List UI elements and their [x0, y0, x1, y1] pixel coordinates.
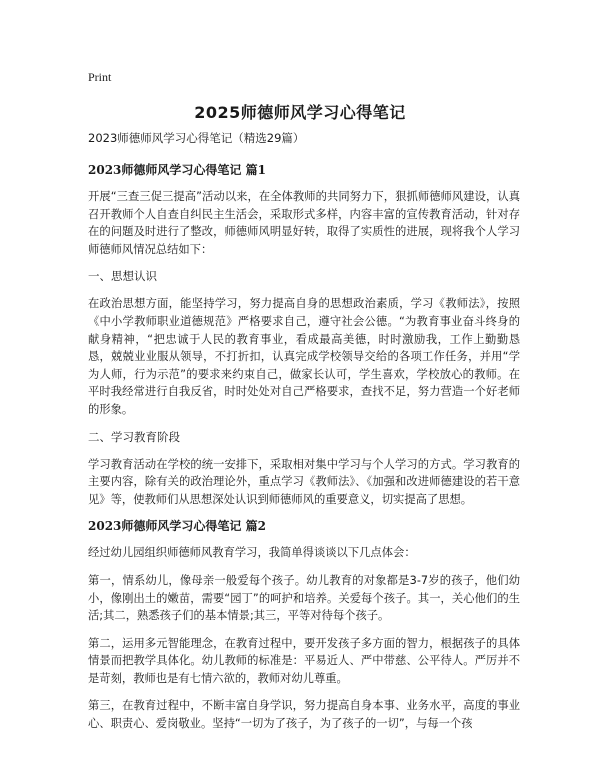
section-1-heading: 2023师德师风学习心得笔记 篇1: [88, 163, 266, 177]
paragraph-study: 学习教育活动在学校的统一安排下，采取相对集中学习与个人学习的方式。学习教育的主要内容，除有关的政治理论外，重点学习《教师法》、《加强和改进师德建设的若干意见》等，使教师们从思想深处认识到师德师风的重要意义，切实提高了思想。: [88, 457, 520, 506]
section-2-intro: 经过幼儿园组织师德师风教育学习，我简单得谈谈以下几点体会：: [88, 546, 416, 560]
subheading-thought: 一、思想认识: [88, 269, 157, 284]
print-link[interactable]: Print: [88, 70, 112, 84]
article-body: [88, 130, 520, 743]
paragraph-second: 第二，运用多元智能理念，在教育过程中，要开发孩子多方面的智力，根据孩子的具体情景而把教学具体化。幼儿教师的标准是：平易近人、严中带慈、公平待人。严厉并不是苛刻，教师也是有七情六欲的，教师对幼儿尊重。: [88, 636, 520, 685]
paragraph-first: 第一，情系幼儿，像母亲一般爱每个孩子。幼儿教育的对象都是3-7岁的孩子，他们幼小，像刚出土的嫩苗，需要“园丁”的呵护和培养。关爱每个孩子。其一，关心他们的生活;其二，熟悉孩子们的基本情景;其三，平等对待每个孩子。: [88, 573, 520, 623]
section-2-heading: 2023师德师风学习心得笔记 篇2: [88, 519, 266, 534]
subheading-study: 二、学习教育阶段: [88, 429, 180, 444]
article-subtitle: 2023师德师风学习心得笔记（精选29篇）: [88, 131, 305, 145]
paragraph-third: 第三，在教育过程中，不断丰富自身学识，努力提高自身本事、业务水平，高度的事业心、职责心、爱岗敬业。坚持“一切为了孩子，为了孩子的一切”，与每一个孩: [88, 699, 520, 731]
page-title: 2025师德师风学习心得笔记: [194, 103, 406, 122]
paragraph-thought: 在政治思想方面，能坚持学习，努力提高自身的思想政治素质，学习《教师法》，按照《中小学教师职业道德规范》严格要求自己，遵守社会公德。“为教育事业奋斗终身的献身精神，“把忠诚于人民的教育事业，看成最高美德，时时激励我，工作上勤勤恳恳，兢兢业业服从领导，不打折扣，认真完成学校领导交给的各项工作任务，并用“学为人师，行为示范”的要求来约束自己，做家长认可，学生喜欢，学校放心的教师。在平时我经常进行自我反省，时时处处对自己严格要求，查找不足，努力营造一个好老师的形象。: [88, 297, 520, 416]
section-1-intro: 开展“三查三促三提高”活动以来，在全体教师的共同努力下，狠抓师德师风建设，认真召开教师个人自查自纠民主生活会，采取形式多样，内容丰富的宣传教育活动，针对存在的问题及时进行了整改，师德师风明显好转，取得了实质性的进展，现将我个人学习师德师风情况总结如下：: [88, 190, 520, 256]
